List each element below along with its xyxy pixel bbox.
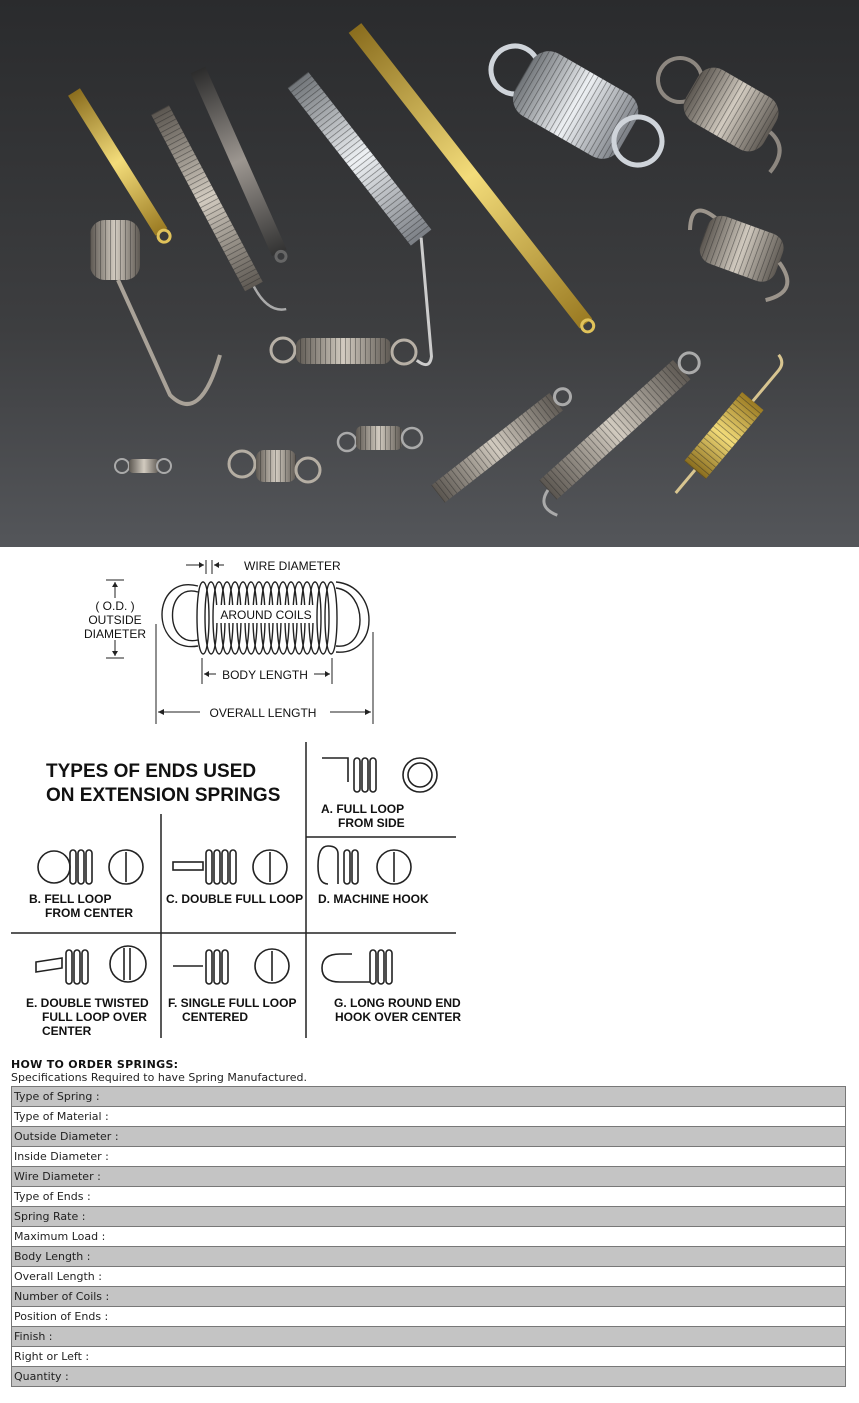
spec-position-of-ends: Position of Ends : xyxy=(12,1307,846,1327)
table-row xyxy=(12,1347,846,1367)
spec-right-or-left: Right or Left : xyxy=(12,1347,846,1367)
spec-outside-diameter: Outside Diameter : xyxy=(12,1127,846,1147)
end-e-line1: E. DOUBLE TWISTED xyxy=(26,996,149,1010)
end-a-line1: A. FULL LOOP xyxy=(321,802,405,816)
spec-number-of-coils: Number of Coils : xyxy=(12,1287,846,1307)
spec-wire-diameter: Wire Diameter : xyxy=(12,1167,846,1187)
spec-body-length: Body Length : xyxy=(12,1247,846,1267)
order-subtitle: Specifications Required to have Spring Manufactured. xyxy=(11,1071,307,1084)
springs-photo xyxy=(0,0,859,547)
table-row xyxy=(12,1127,846,1147)
order-section xyxy=(11,1058,847,1387)
types-of-ends-chart xyxy=(8,740,468,1040)
table-row xyxy=(12,1247,846,1267)
table-row xyxy=(12,1147,846,1167)
around-coils-label: AROUND COILS xyxy=(220,608,312,622)
table-row xyxy=(12,1367,846,1387)
table-row xyxy=(12,1087,846,1107)
end-c-label: C. DOUBLE FULL LOOP xyxy=(166,892,304,906)
table-row xyxy=(12,1287,846,1307)
diameter-label: DIAMETER xyxy=(83,627,147,641)
end-a-line2: FROM SIDE xyxy=(338,816,405,830)
order-spec-table xyxy=(11,1086,846,1387)
table-row xyxy=(12,1207,846,1227)
od-abbr-label: ( O.D. ) xyxy=(95,599,135,613)
spec-type-of-material: Type of Material : xyxy=(12,1107,846,1127)
wire-diameter-label: WIRE DIAMETER xyxy=(244,559,341,573)
spec-inside-diameter: Inside Diameter : xyxy=(12,1147,846,1167)
ends-title-line2: ON EXTENSION SPRINGS xyxy=(46,785,281,806)
spec-type-of-spring: Type of Spring : xyxy=(12,1087,846,1107)
spec-quantity: Quantity : xyxy=(12,1367,846,1387)
overall-length-label: OVERALL LENGTH xyxy=(209,706,317,720)
end-f-line2: CENTERED xyxy=(182,1010,249,1024)
end-f-line1: F. SINGLE FULL LOOP xyxy=(168,996,297,1010)
table-row xyxy=(12,1327,846,1347)
order-title: HOW TO ORDER SPRINGS: xyxy=(11,1058,179,1071)
end-b-line1: B. FELL LOOP xyxy=(29,892,112,906)
end-g-line1: G. LONG ROUND END xyxy=(334,996,461,1010)
spec-finish: Finish : xyxy=(12,1327,846,1347)
table-row xyxy=(12,1167,846,1187)
end-b-line2: FROM CENTER xyxy=(45,906,133,920)
end-d-label: D. MACHINE HOOK xyxy=(318,892,429,906)
ends-title-line1: TYPES OF ENDS USED xyxy=(46,761,257,782)
table-row xyxy=(12,1307,846,1327)
spring-dimension-diagram xyxy=(80,552,400,730)
table-row xyxy=(12,1227,846,1247)
end-e-line3: CENTER xyxy=(42,1024,92,1038)
table-row xyxy=(12,1107,846,1127)
table-row xyxy=(12,1187,846,1207)
spec-maximum-load: Maximum Load : xyxy=(12,1227,846,1247)
table-row xyxy=(12,1267,846,1287)
body-length-label: BODY LENGTH xyxy=(222,668,308,682)
end-g-line2: HOOK OVER CENTER xyxy=(335,1010,462,1024)
spec-spring-rate: Spring Rate : xyxy=(12,1207,846,1227)
spec-overall-length: Overall Length : xyxy=(12,1267,846,1287)
end-e-line2: FULL LOOP OVER xyxy=(42,1010,147,1024)
outside-label: OUTSIDE xyxy=(88,613,142,627)
spec-type-of-ends: Type of Ends : xyxy=(12,1187,846,1207)
